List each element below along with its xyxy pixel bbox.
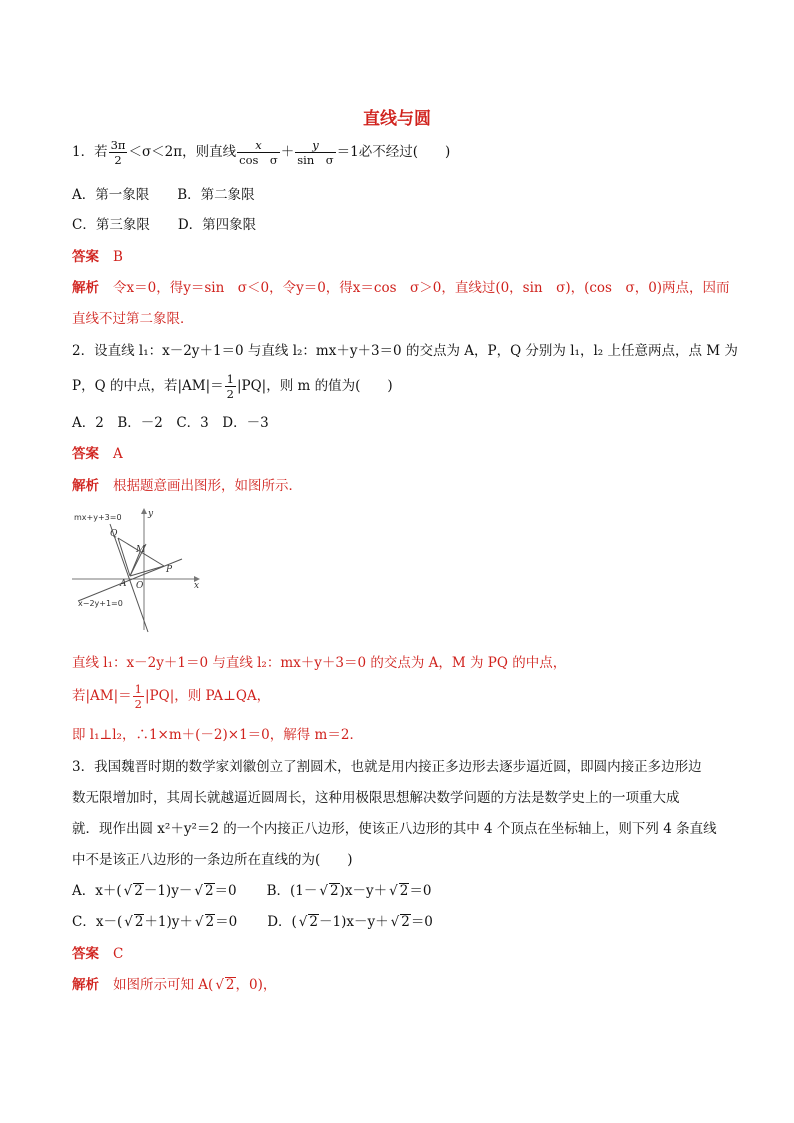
answer-label: 答案: [72, 946, 99, 962]
page-title: 直线与圆: [363, 109, 431, 129]
q1-options-row2: [72, 216, 256, 234]
q2-analysis-line4: 即 l₁⊥l₂，∴1×m＋(－2)×1＝0，解得 m＝2．: [72, 727, 363, 743]
q3-options-row2: [72, 913, 433, 931]
q3-stem-line1: 3．我国魏晋时期的数学家刘徽创立了割圆术，也就是用内接正多边形去逐步逼近圆，即圆内接正多边形边: [72, 759, 702, 775]
label-line1: x−2y+1=0: [78, 599, 123, 608]
analysis-label: 解析: [72, 977, 99, 993]
q2-analysis-line1: 解析 根据题意画出图形，如图所示．: [72, 478, 302, 494]
answer-label: 答案: [72, 446, 99, 462]
label-x: x: [194, 581, 200, 591]
q3-answer: [72, 945, 123, 963]
q1-analysis-line1: 解析 令x＝0，得y＝sin σ＜0，令y＝0，得x＝cos σ＞0，直线过(0，sin σ)，(cos σ，0)两点，因而: [72, 280, 730, 296]
q1-options-row1: [72, 186, 255, 204]
q1-answer: [72, 248, 123, 266]
q1-option-a: A．第一象限: [72, 187, 150, 203]
q1-prefix: 1．若: [72, 144, 108, 160]
q1-fraction-y: $\frac{y}{\text{sin σ}}$: [297, 138, 334, 167]
q2-options: A．2 B．－2 C．3 D．－3: [72, 415, 269, 431]
q3-option-a: A．x＋( √ 2－1)y－ √ 2＝0: [72, 883, 237, 899]
q2-stem-line2: P，Q 的中点，若|AM|＝ $\frac{1}{2}$ |PQ|，则 m 的值为( ): [72, 372, 393, 401]
q1-option-d: D．第四象限: [177, 217, 257, 233]
q2-analysis-line3: 若|AM|＝ $\frac{1}{2}$ |PQ|，则 PA⊥QA，: [72, 682, 271, 711]
label-q: Q: [110, 529, 118, 539]
q1-stem: 1．若 $\frac{3\pi}{2}$ ＜σ＜2π，则直线 $\frac{x}{\text{cos σ}}$ ＋ $\frac{y}{\text{sin σ}}$ ＝1必不经过( ): [72, 138, 451, 167]
segment-ap: [130, 566, 164, 576]
label-y: y: [148, 509, 154, 519]
analysis-label: 解析: [72, 478, 99, 494]
label-a: A: [120, 579, 127, 589]
label-line2: mx+y+3=0: [74, 513, 122, 522]
line-l2: [110, 524, 148, 632]
answer-label: 答案: [72, 249, 99, 265]
q3-stem-line2: 数无限增加时，其周长就越逼近圆周长，这种用极限思想解决数学问题的方法是数学史上的一项重大成: [72, 790, 680, 806]
y-axis-arrow: [141, 508, 147, 514]
q3-stem-line4: 中不是该正八边形的一条边所在直线的为( ): [72, 852, 353, 868]
q2-answer: [72, 445, 123, 463]
q1-fraction-3pi-2: $\frac{3\pi}{2}$: [110, 138, 126, 167]
q2-figure: [70, 506, 204, 636]
q1-fraction-x: $\frac{x}{\text{cos σ}}$: [239, 138, 278, 167]
q3-options-row1: [72, 882, 431, 900]
q3-option-c: C．x－( √ 2＋1)y＋ √ 2＝0: [72, 914, 238, 930]
q3-analysis: 解析 如图所示可知 A( √ 2，0)，: [72, 977, 277, 993]
label-o: O: [136, 581, 144, 591]
q1-mid: ＜σ＜2π，则直线: [128, 144, 237, 160]
label-p: P: [166, 565, 173, 575]
q1-option-c: C．第三象限: [72, 217, 150, 233]
q2-answer-value: A: [113, 446, 123, 462]
q3-option-d: D．( √ 2－1)x－y＋ √ 2＝0: [267, 914, 433, 930]
q3-stem-line3: 就．现作出圆 x²＋y²＝2 的一个内接正八边形，使该正八边形的其中 4 个顶点在坐标轴上，则下列 4 条直线: [72, 821, 717, 837]
q2-fraction-half: $\frac{1}{2}$: [226, 372, 234, 401]
q2-stem-line1: 2．设直线 l₁：x－2y＋1＝0 与直线 l₂：mx＋y＋3＝0 的交点为 A，P，Q 分别为 l₁，l₂ 上任意两点，点 M 为: [72, 343, 738, 359]
q1-option-b: B．第二象限: [177, 187, 255, 203]
q1-tail: ＝1必不经过( ): [336, 144, 451, 160]
q3-answer-value: C: [113, 946, 124, 962]
q2-figure-svg: [70, 506, 204, 636]
q3-option-b: B．(1－ √ 2)x－y＋ √ 2＝0: [266, 883, 432, 899]
q1-answer-value: B: [113, 249, 123, 265]
label-m: M: [136, 545, 146, 555]
q1-analysis-line2: 直线不过第二象限．: [72, 311, 194, 327]
analysis-label: 解析: [72, 280, 99, 296]
q2-analysis-line2: 直线 l₁：x－2y＋1＝0 与直线 l₂：mx＋y＋3＝0 的交点为 A，M 为 PQ 的中点，: [72, 655, 567, 671]
q2-analysis-fraction-half: $\frac{1}{2}$: [134, 682, 142, 711]
